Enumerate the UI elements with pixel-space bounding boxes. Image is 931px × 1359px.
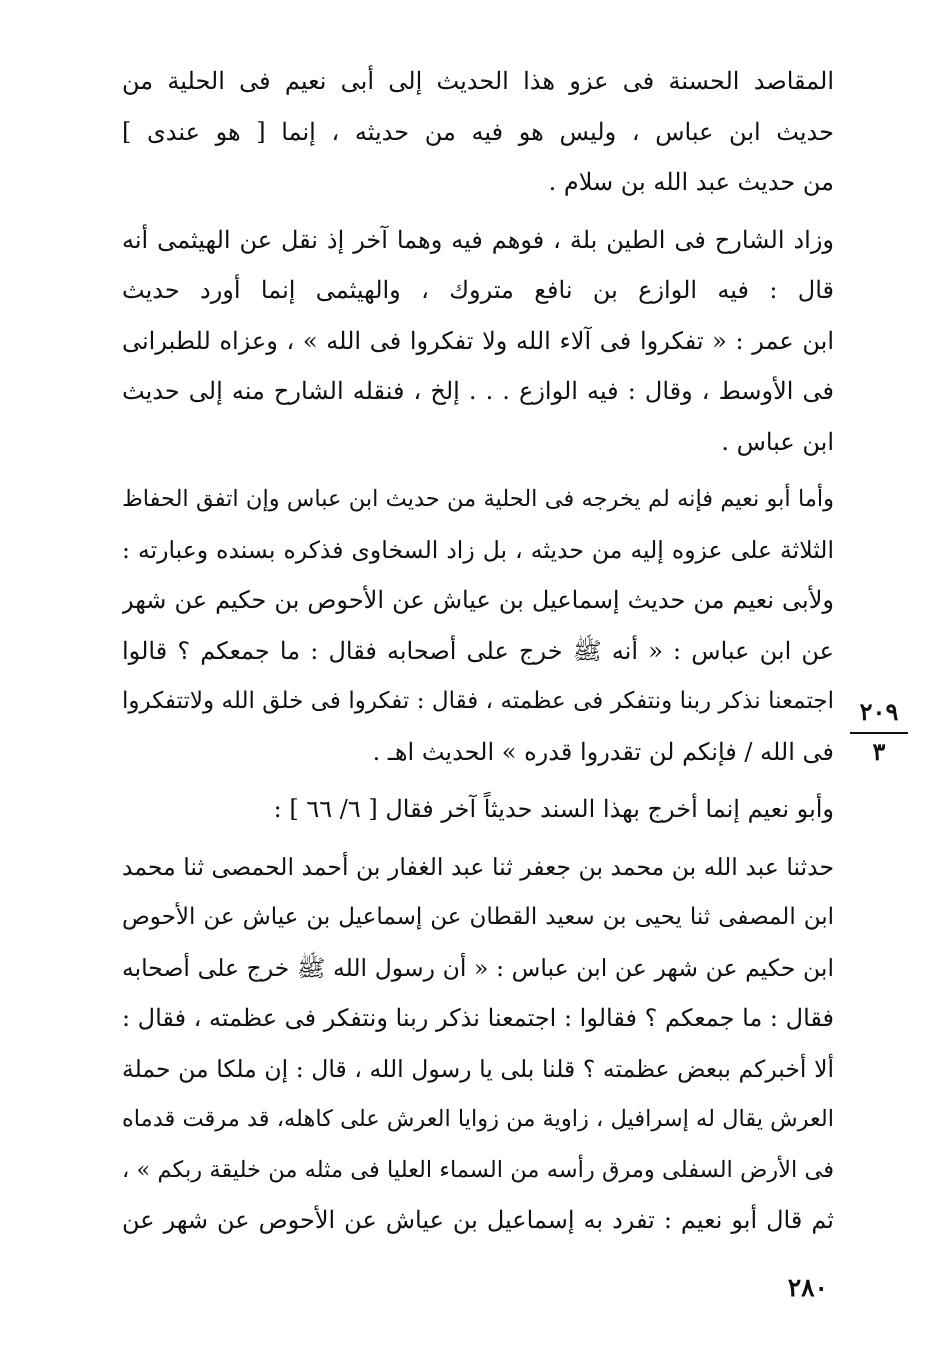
- text-line: حديث ابن عباس ، وليس هو فيه من حديثه ، إنما [ هو عندى ]: [122, 117, 834, 146]
- paragraph-1: [122, 56, 834, 208]
- text-line: فى الله / فإنكم لن تقدروا قدره » الحديث اهـ .: [372, 737, 834, 766]
- text-line: الثلاثة على عزوه إليه من حديثه ، بل زاد السخاوى فذكره بسنده وعبارته :: [122, 535, 834, 564]
- text-line: المقاصد الحسنة فى عزو هذا الحديث إلى أبى نعيم فى الحلية من: [122, 67, 834, 95]
- manuscript-folio-note: [846, 692, 912, 772]
- text-line: ابن المصفى ثنا يحيى بن سعيد القطان عن إسماعيل بن عياش عن الأحوص: [122, 904, 834, 930]
- text-line: عن ابن عباس : « أنه ﷺ خرج على أصحابه فقال : ما جمعكم ؟ قالوا: [122, 636, 834, 665]
- volume-number: ٣: [872, 737, 886, 766]
- page-number: ٢٨٠: [787, 1273, 828, 1302]
- paragraph-5: [122, 842, 834, 1246]
- text-line: ولأبى نعيم من حديث إسماعيل بن عياش عن الأحوص بن حكيم عن شهر: [122, 586, 834, 614]
- text-line: ابن عمر : « تفكروا فى آلاء الله ولا تفكروا فى الله » ، وعزاه للطبرانى: [122, 326, 834, 355]
- text-line: فى الأوسط ، وقال : فيه الوازع . . . إلخ ، فنقله الشارح منه إلى حديث: [122, 377, 834, 405]
- text-line: فى الأرض السفلى ومرق رأسه من السماء العليا فى مثله من خليقة ربكم » ،: [122, 1156, 834, 1183]
- text-line: حدثنا عبد الله بن محمد بن جعفر ثنا عبد الغفار بن أحمد الحمصى ثنا محمد: [122, 852, 834, 881]
- text-line: ألا أخبركم ببعض عظمته ؟ قلنا بلى يا رسول الله ، قال : إن ملكا من حملة: [122, 1054, 834, 1083]
- paragraph-2: [122, 215, 834, 468]
- text-line: وزاد الشارح فى الطين بلة ، فوهم فيه وهما آخر إذ نقل عن الهيثمى أنه: [122, 225, 834, 254]
- text-line: ابن عباس .: [721, 427, 834, 456]
- text-line: العرش يقال له إسرافيل ، زاوية من زوايا العرش على كاهله، قد مرقت قدماه: [122, 1106, 834, 1132]
- text-line: قال : فيه الوازع بن نافع متروك ، والهيثمى إنما أورد حديث: [122, 276, 834, 304]
- text-line: ابن حكيم عن شهر عن ابن عباس : « أن رسول الله ﷺ خرج على أصحابه: [122, 953, 834, 982]
- text-line: ثم قال أبو نعيم : تفرد به إسماعيل بن عياش عن الأحوص عن شهر عن: [122, 1206, 834, 1234]
- text-line: اجتمعنا نذكر ربنا ونتفكر فى عظمته ، فقال : تفكروا فى خلق الله ولاتتفكروا: [122, 688, 834, 714]
- paragraph-4: [122, 784, 834, 835]
- text-line: وأما أبو نعيم فإنه لم يخرجه فى الحلية من حديث ابن عباس وإن اتفق الحفاظ: [122, 486, 834, 512]
- body-text: [122, 56, 834, 1253]
- text-line: من حديث عبد الله بن سلام .: [548, 168, 834, 196]
- paragraph-3: [122, 474, 834, 777]
- folio-number: ٢٠٩: [859, 697, 899, 726]
- text-line: فقال : ما جمعكم ؟ فقالوا : اجتمعنا نذكر ربنا ونتفكر فى عظمته ، فقال :: [122, 1004, 834, 1032]
- text-line: وأبو نعيم إنما أخرج بهذا السند حديثاً آخر فقال [ ٦/ ٦٦ ] :: [273, 795, 834, 823]
